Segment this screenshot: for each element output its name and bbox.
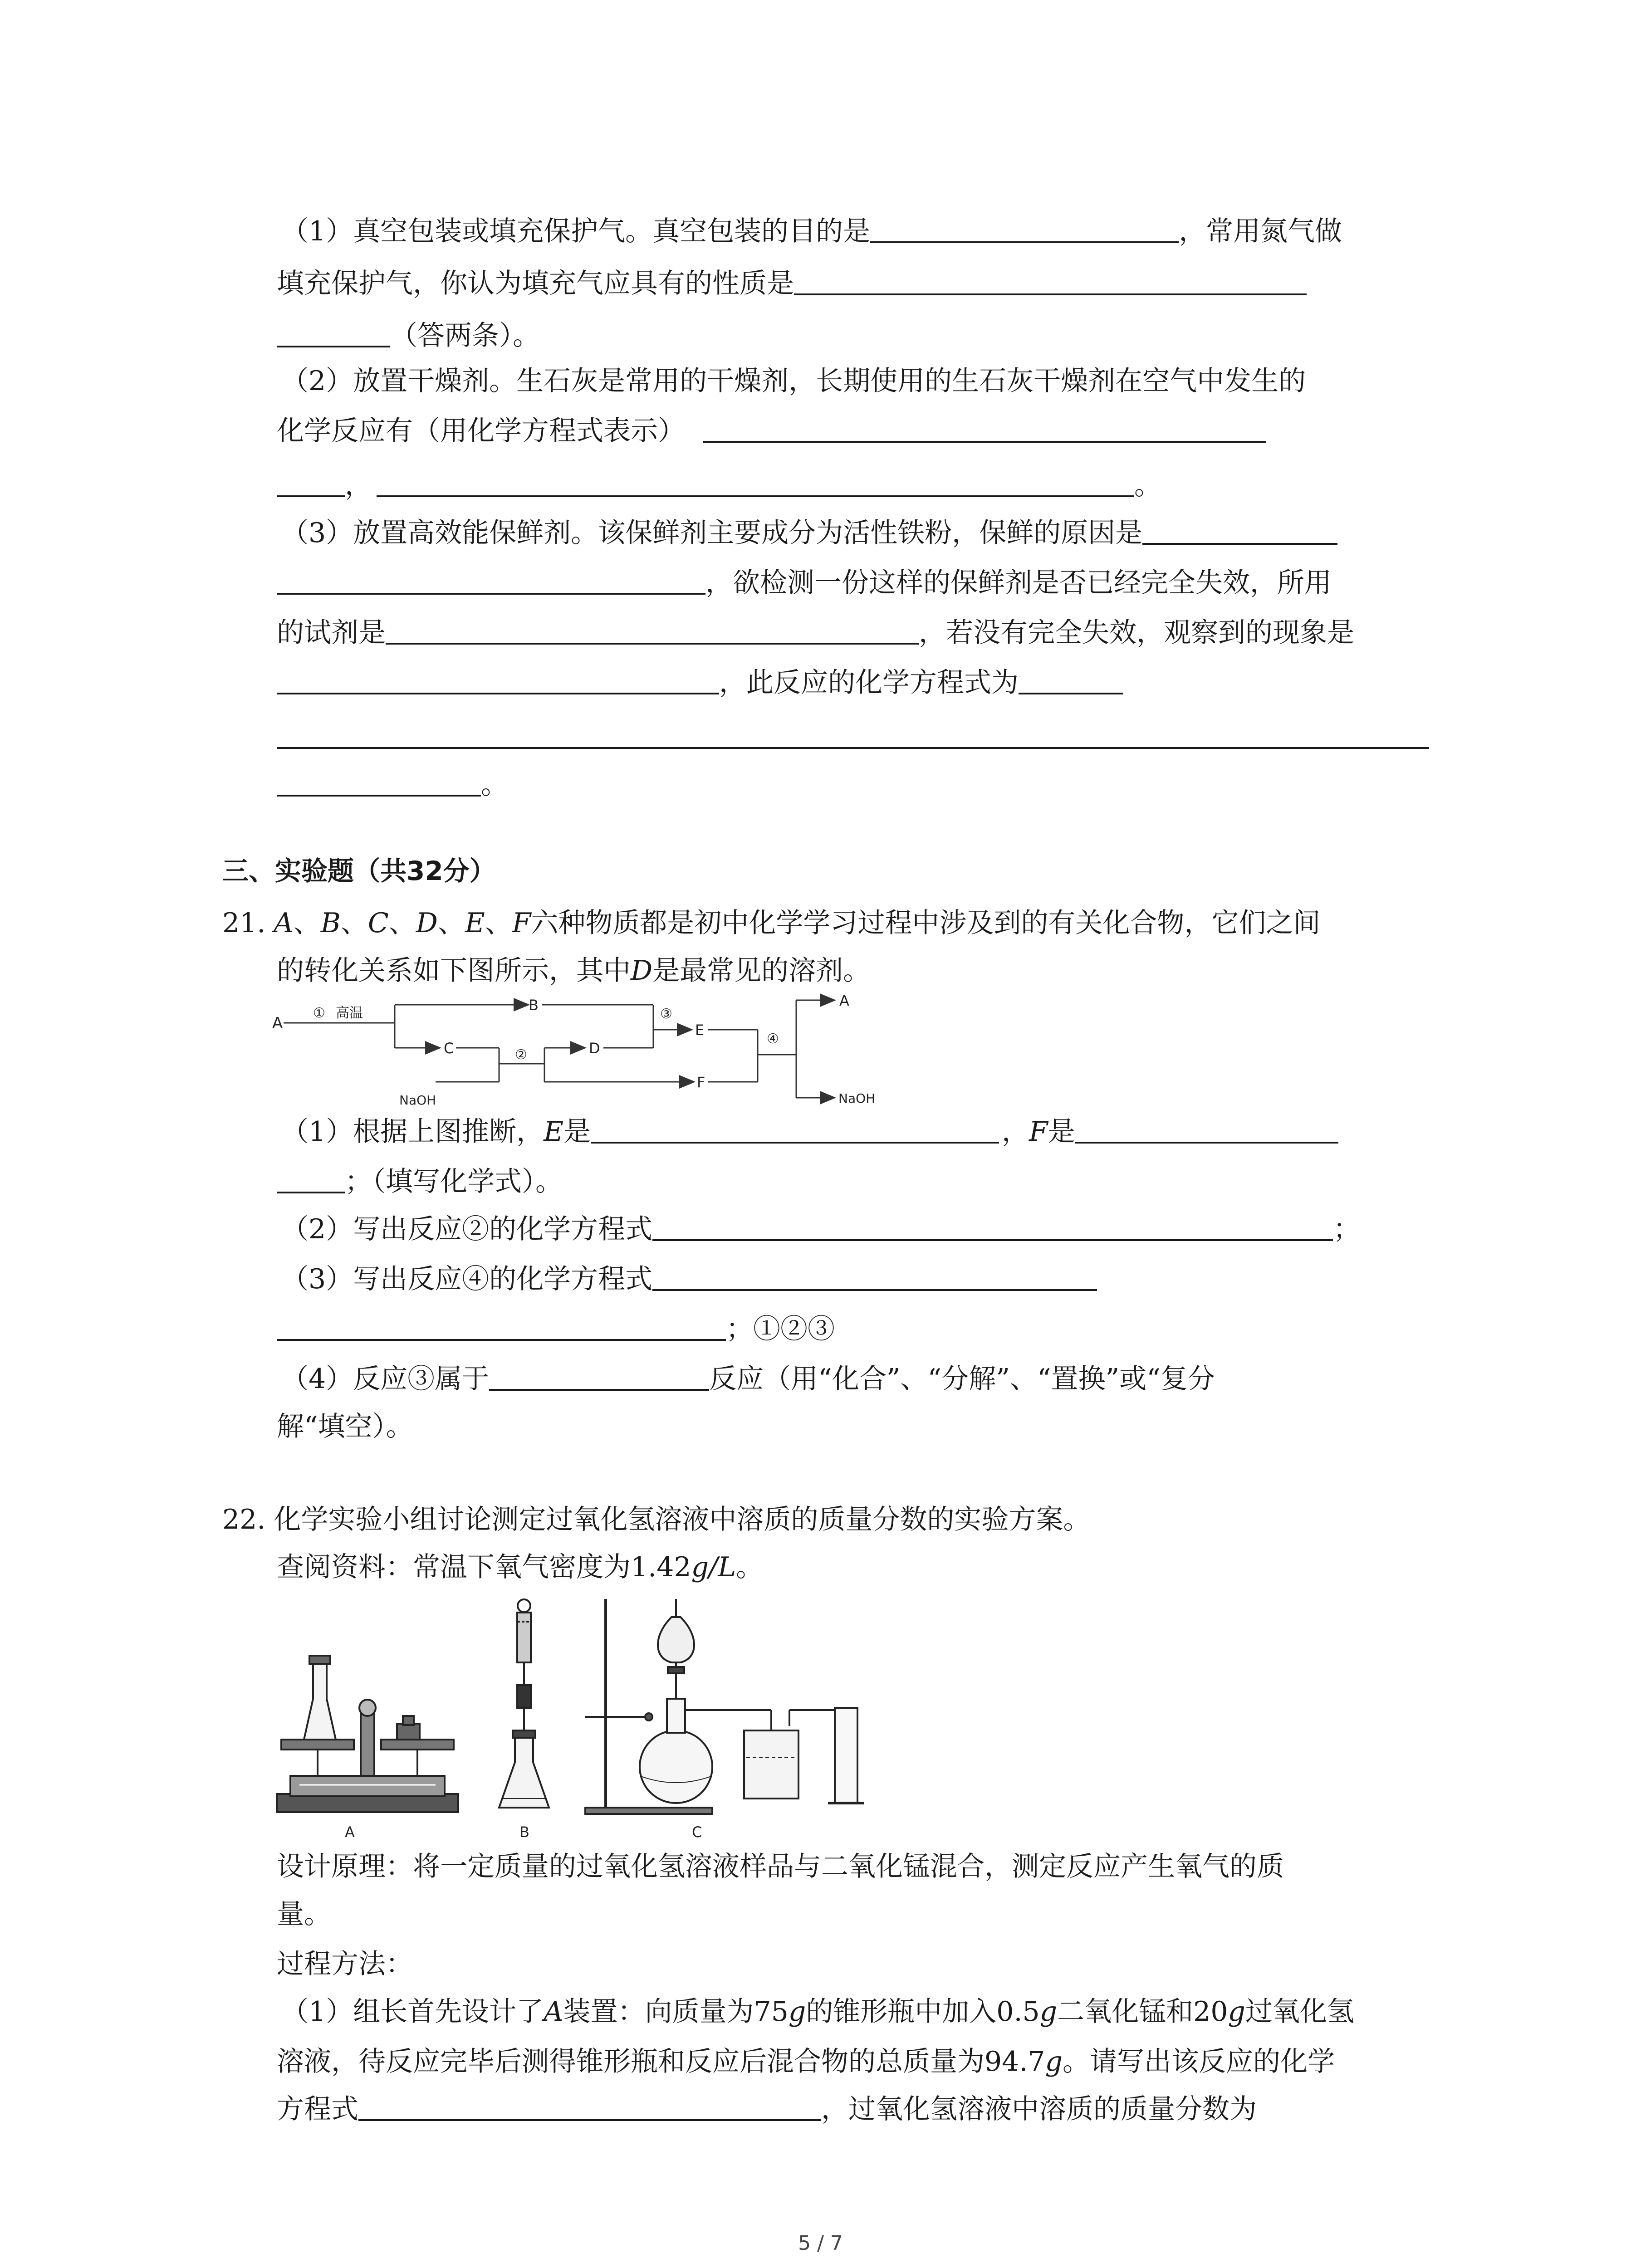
q22-reference: 查阅资料：常温下氧气密度为1.42g/L。 [277, 1551, 764, 1583]
section-heading: 三、实验题（共32分） [222, 855, 496, 886]
step-1-label: ① [313, 1005, 325, 1021]
node-a-right: A [839, 992, 849, 1009]
q20-p1-line2: 填充保护气，你认为填充气应具有的性质是 [277, 265, 1307, 302]
q21-p2-line: （2）写出反应②的化学方程式 ； [281, 1211, 1360, 1247]
flask-apparatus-b [499, 1599, 549, 1808]
answer-blank[interactable] [386, 615, 919, 645]
node-d: D [589, 1040, 600, 1057]
q20-p2-line2: 化学反应有（用化学方程式表示） [277, 413, 1266, 449]
q22-stem: 22. 化学实验小组讨论测定过氧化氢溶液中溶质的质量分数的实验方案。 [222, 1504, 1091, 1535]
answer-blank[interactable] [358, 2091, 821, 2121]
q20-p3-line5 [277, 719, 1429, 755]
answer-blank[interactable] [277, 767, 481, 797]
answer-blank[interactable] [277, 318, 390, 347]
node-c: C [444, 1040, 454, 1057]
q21-p1-line2: ；（填写化学式）。 [277, 1163, 563, 1200]
q22-p1-line1: （1）组长首先设计了A装置：向质量为75g的锥形瓶中加入0.5g二氧化锰和20g过氧化氢 [281, 1996, 1354, 2028]
apparatus-label-a: A [345, 1823, 355, 1841]
answer-blank[interactable] [277, 565, 705, 595]
step-4-label: ④ [767, 1031, 779, 1047]
q21-p3-line1: （3）写出反应④的化学方程式 [281, 1261, 1097, 1297]
node-b: B [529, 997, 539, 1014]
q22-principle-line2: 量。 [277, 1898, 331, 1930]
answer-blank[interactable] [377, 467, 1134, 497]
answer-blank[interactable] [1019, 665, 1123, 694]
answer-blank[interactable] [870, 213, 1179, 243]
apparatus-label-c: C [692, 1823, 702, 1841]
answer-blank[interactable] [277, 665, 719, 694]
naoh-input-label: NaOH [399, 1093, 436, 1108]
q21-stem-line1: 21. A、B、C、D、E、F六种物质都是初中化学学习过程中涉及到的有关化合物，它们之间 [222, 907, 1321, 939]
answer-blank[interactable] [652, 1261, 1097, 1291]
reaction-flow-diagram [272, 991, 907, 1109]
node-e: E [695, 1022, 705, 1039]
apparatus-label-b: B [519, 1823, 529, 1841]
answer-blank[interactable] [277, 719, 1429, 749]
gas-collection-apparatus-c [585, 1599, 864, 1814]
answer-blank[interactable] [703, 413, 1266, 443]
q20-p2-line3: ， 。 [277, 467, 1161, 503]
node-f: F [697, 1074, 705, 1091]
q21-stem-line2: 的转化关系如下图所示，其中D是最常见的溶剂。 [277, 955, 871, 987]
answer-blank[interactable] [277, 467, 345, 497]
q21-p1-line1: （1）根据上图推断，E是 ，F是 [281, 1114, 1338, 1150]
answer-blank[interactable] [277, 1311, 726, 1341]
answer-blank[interactable] [489, 1361, 709, 1391]
answer-blank[interactable] [1142, 515, 1337, 545]
node-a-left: A [272, 1014, 283, 1032]
q20-p1-line3: （答两条）。 [277, 318, 540, 354]
answer-blank[interactable] [591, 1114, 999, 1144]
page-number: 5 / 7 [798, 2232, 843, 2255]
balance-apparatus-a [277, 1656, 458, 1812]
answer-blank[interactable] [652, 1211, 1333, 1241]
q20-p3-line4: ，此反应的化学方程式为 [277, 665, 1123, 701]
answer-blank[interactable] [277, 1163, 345, 1193]
step-3-label: ③ [660, 1006, 672, 1022]
q22-p1-line3: 方程式 ，过氧化氢溶液中溶质的质量分数为 [277, 2091, 1257, 2127]
answer-blank[interactable] [794, 265, 1307, 295]
q22-principle-line1: 设计原理：将一定质量的过氧化氢溶液样品与二氧化锰混合，测定反应产生氧气的质 [277, 1851, 1284, 1882]
q22-method: 过程方法： [277, 1948, 413, 1980]
q21-p4-line1: （4）反应③属于 反应（用“化合”、“分解”、“置换”或“复分 [281, 1361, 1215, 1397]
step-1-condition: 高温 [336, 1005, 363, 1021]
q21-p3-line2: ；①②③ [277, 1311, 835, 1347]
q22-p1-line2: 溶液，待反应完毕后测得锥形瓶和反应后混合物的总质量为94.7g。请写出该反应的化学 [277, 2046, 1335, 2077]
q20-p1-line1: （1）真空包装或填充保护气。真空包装的目的是 ，常用氮气做 [281, 213, 1342, 249]
q20-p3-line2: ，欲检测一份这样的保鲜剂是否已经完全失效，所用 [277, 565, 1332, 601]
answer-blank[interactable] [1075, 1114, 1338, 1144]
q20-p3-line3: 的试剂是 ，若没有完全失效，观察到的现象是 [277, 615, 1354, 651]
apparatus-illustration [272, 1594, 930, 1848]
step-2-label: ② [515, 1047, 527, 1063]
q20-p3-line6: 。 [277, 767, 508, 803]
q21-p4-line2: 解“填空）。 [277, 1411, 413, 1442]
naoh-output-label: NaOH [838, 1091, 876, 1106]
q20-p2-line1: （2）放置干燥剂。生石灰是常用的干燥剂，长期使用的生石灰干燥剂在空气中发生的 [281, 365, 1306, 397]
q20-p3-line1: （3）放置高效能保鲜剂。该保鲜剂主要成分为活性铁粉，保鲜的原因是 [281, 515, 1337, 551]
